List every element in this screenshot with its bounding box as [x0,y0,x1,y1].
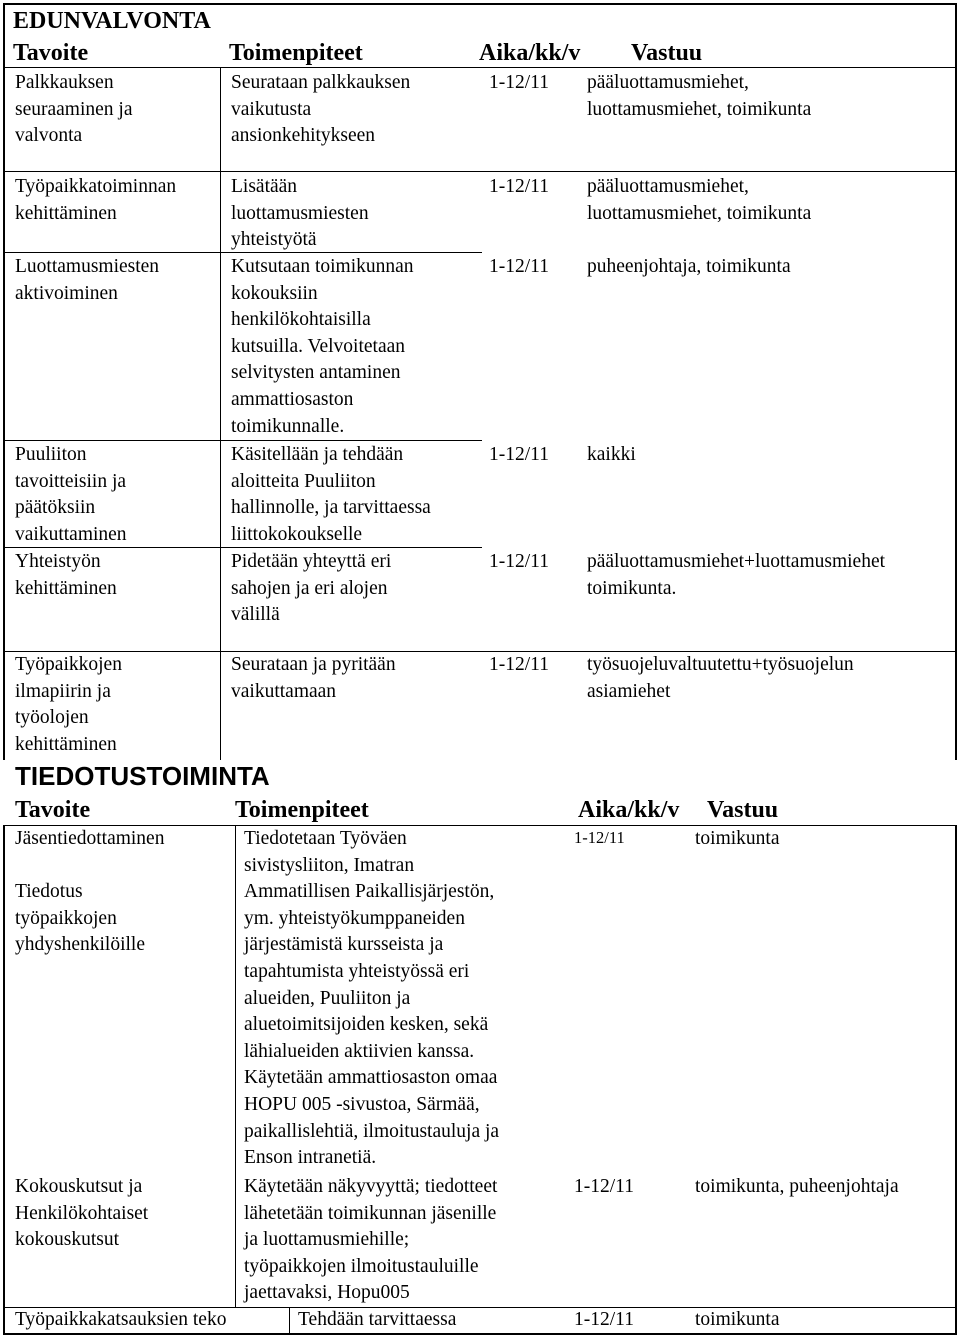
table-cell-tavoite: Kokouskutsut ja Henkilökohtaiset kokouskutsut [15,1176,149,1251]
table-cell-toimenpiteet: Kutsutaan toimikunnan kokouksiin henkilökohtaisilla kutsuilla. Velvoitetaan selvitysten antaminen ammattiosaston toimikunnalle. [231,256,414,437]
table-cell-tavoite: Jäsentiedottaminen Tiedotus työpaikkojen yhdyshenkilöille [15,828,165,956]
table-cell-aika: 1-12/11 [574,1176,634,1197]
header-toimenpiteet: Toimenpiteet [235,797,369,823]
table1-row-divider [3,440,223,441]
table-cell-vastuu: toimikunta [695,828,780,849]
header-vastuu: Vastuu [631,40,703,66]
section-title-edunvalvonta: EDUNVALVONTA [13,8,211,34]
header-tavoite: Tavoite [13,40,89,66]
header-vastuu: Vastuu [707,797,779,823]
table-cell-vastuu: toimikunta [695,1309,780,1330]
table-cell-vastuu: työsuojeluvaltuutettu+työsuojelun asiamiehet [587,654,854,702]
table-cell-tavoite: Työpaikkatoiminnan kehittäminen [15,176,177,224]
table1-left-border [3,3,5,760]
table1-row-divider [3,252,223,253]
table-cell-aika: 1-12/11 [489,551,549,572]
header-toimenpiteet: Toimenpiteet [229,40,363,66]
table2-right-border [955,825,957,1335]
table-cell-toimenpiteet: Tehdään tarvittaessa [298,1309,457,1330]
table-cell-toimenpiteet: Lisätään luottamusmiesten yhteistyötä [231,176,369,251]
table2-last-row-divider [289,1307,290,1334]
table-cell-toimenpiteet: Käsitellään ja tehdään aloitteita Puuliiton hallinnolle, ja tarvittaessa liittokokoukselle [231,444,431,545]
section-title-tiedotustoiminta: TIEDOTUSTOIMINTA [15,761,270,791]
table-cell-tavoite: Yhteistyön kehittäminen [15,551,117,599]
table-cell-aika: 1-12/11 [574,1309,634,1330]
table2-col1-divider [235,825,236,1307]
header-aika: Aika/kk/v [479,40,581,66]
table-cell-toimenpiteet: Seurataan ja pyritään vaikuttamaan [231,654,396,702]
table-cell-tavoite: Työpaikkakatsauksien teko [15,1309,227,1330]
table-cell-aika: 1-12/11 [489,444,549,465]
table-cell-toimenpiteet: Seurataan palkkauksen vaikutusta ansionkehitykseen [231,72,411,147]
table-cell-vastuu: kaikki [587,444,636,465]
table-cell-toimenpiteet: Tiedotetaan Työväen sivistysliiton, Imatran Ammatillisen Paikallisjärjestön, ym. yhteistyökumppaneiden järjestämistä kursseista ja tapahtumista yhteistyössä eri alueiden, Puuliiton ja aluetoimitsijoiden kesken, sekä lähialueiden aktiivien kanssa. Käytetään ammattiosaston omaa HOPU 005 -sivustoa, Särmää, paikallislehtiä, ilmoitustauluja ja Enson intranetiä. [244,828,500,1169]
table2-left-border [3,825,5,1335]
table-cell-toimenpiteet: Käytetään näkyvyyttä; tiedotteet lähetetään toimikunnan jäsenille ja luottamusmiehille; työpaikkojen ilmoitustauluille jaettavaksi, Hopu005 [244,1176,498,1304]
table-cell-tavoite: Luottamusmiesten aktivoiminen [15,256,160,304]
table-cell-aika: 1-12/11 [574,828,625,847]
table-cell-vastuu: toimikunta, puheenjohtaja [695,1176,899,1197]
table-cell-toimenpiteet: Pidetään yhteyttä eri sahojen ja eri alojen välillä [231,551,392,626]
table-cell-vastuu: pääluottamusmiehet+luottamusmiehet toimikunta. [587,551,886,599]
table-cell-tavoite: Puuliiton tavoitteisiin ja päätöksiin vaikuttaminen [15,444,127,545]
header-tavoite: Tavoite [15,797,91,823]
table-cell-aika: 1-12/11 [489,72,549,93]
table-cell-tavoite: Työpaikkojen ilmapiirin ja työolojen kehittäminen [15,654,122,755]
table-cell-aika: 1-12/11 [489,654,549,675]
table-cell-aika: 1-12/11 [489,176,549,197]
table1-right-border [955,3,957,760]
table-cell-tavoite: Palkkauksen seuraaminen ja valvonta [15,72,133,147]
table1-top-border [3,3,957,5]
table-cell-vastuu: puheenjohtaja, toimikunta [587,256,791,277]
table1-row-divider [3,171,957,172]
header-aika: Aika/kk/v [578,797,680,823]
table-cell-vastuu: pääluottamusmiehet, luottamusmiehet, toimikunta [587,176,812,224]
table-cell-aika: 1-12/11 [489,256,549,277]
table-cell-vastuu: pääluottamusmiehet, luottamusmiehet, toimikunta [587,72,812,120]
